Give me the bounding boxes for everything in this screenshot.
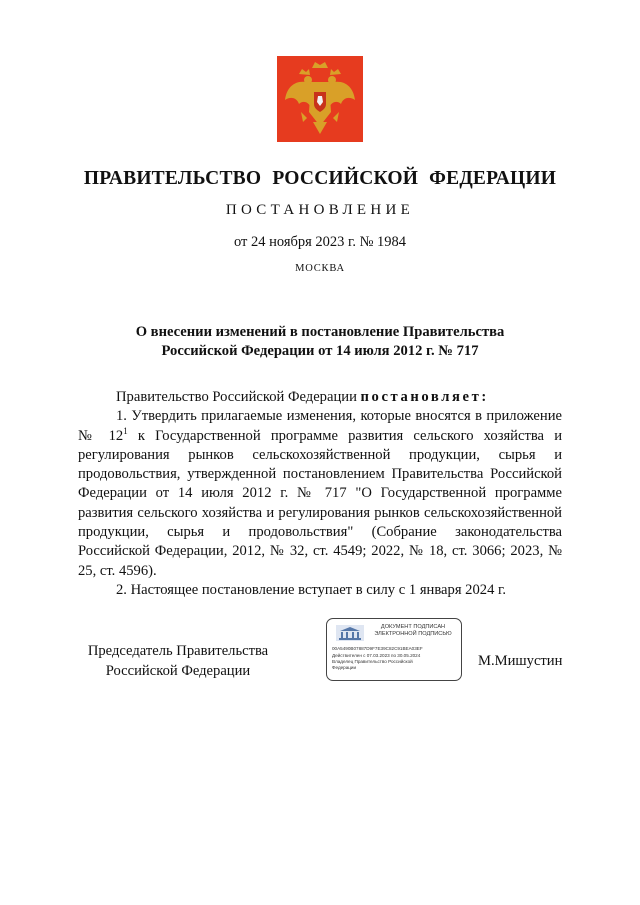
stamp-heading-line-2: ЭЛЕКТРОННОЙ ПОДПИСЬЮ xyxy=(374,631,452,637)
item-2-paragraph: 2. Настоящее постановление вступает в силу с 1 января 2024 г. xyxy=(116,581,506,598)
government-building-icon xyxy=(336,625,364,641)
document-type: ПОСТАНОВЛЕНИЕ xyxy=(225,202,415,218)
item-1-text-b: к Государственной программе развития сельского хозяйства и регулирования рынков сельскохозяйственной продукции, сырья и продовольствия, утвержденной постановлением Правительства Российской Федерации от 14 июля 2012 г. № 717 "О Государственной программе развития сельского хозяйства и регулирования рынков сельскохозяйственной продукции, сырья и продовольствия" (Собрание законодательства Российской Федерации, 2012, № 32, ст. 4549; 2022, № 18, ст. 3066; 2023, № 25, ст. 4596). xyxy=(78,427,562,579)
coat-of-arms-icon xyxy=(277,56,363,142)
intro-text: Правительство Российской Федерации xyxy=(116,389,361,405)
document-subject xyxy=(0,323,640,361)
stamp-heading-line-1: ДОКУМЕНТ ПОДПИСАН xyxy=(380,624,446,630)
electronic-signature-stamp xyxy=(326,618,462,681)
item-1-superscript: 1 xyxy=(123,425,128,436)
item-1-paragraph xyxy=(78,407,562,581)
signatory-position xyxy=(78,641,278,681)
certificate-validity: Действителен с 07.03.2023 по 30.05.2024 xyxy=(332,653,421,658)
certificate-owner-line-2: Федерации xyxy=(332,665,357,670)
issuer-title: ПРАВИТЕЛЬСТВО РОССИЙСКОЙ ФЕДЕРАЦИИ xyxy=(83,168,557,189)
certificate-number: 00A5490B07887D9F7E39C82C91BEA03EF xyxy=(332,646,423,651)
decree-word: постановляет: xyxy=(360,389,489,405)
document-body xyxy=(78,388,562,600)
subject-line-1: О внесении изменений в постановление Правительства xyxy=(135,324,505,340)
position-line-2: Российской Федерации xyxy=(105,663,251,679)
intro-paragraph xyxy=(78,388,562,407)
position-line-1: Председатель Правительства xyxy=(87,643,269,659)
document-date-number: от 24 ноября 2023 г. № 1984 xyxy=(233,234,407,250)
stamp-heading xyxy=(367,624,459,638)
item-1-text-a: 1. Утвердить прилагаемые изменения, которые вносятся в приложение № 12 xyxy=(78,408,562,444)
document-city: МОСКВА xyxy=(295,263,345,274)
signatory-name: М.Мишустин xyxy=(478,653,563,669)
certificate-owner-line-1: Владелец Правительство Российской xyxy=(332,659,413,664)
subject-line-2: Российской Федерации от 14 июля 2012 г. № 717 xyxy=(161,343,479,359)
